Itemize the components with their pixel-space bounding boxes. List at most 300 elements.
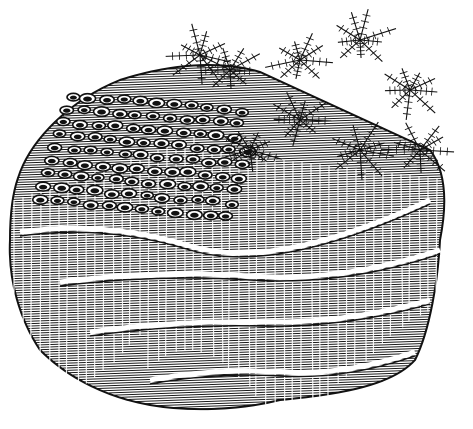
frond-leaflet [411, 139, 415, 141]
frond-leaflet [299, 53, 303, 54]
frond-leaflet [349, 18, 353, 19]
frond-leaflet [272, 66, 273, 70]
frond-leaflet [403, 81, 407, 82]
frond-leaflet [279, 64, 280, 68]
frond-leaflet [414, 138, 418, 140]
frond-leaflet [351, 41, 352, 45]
tube-hole [130, 127, 137, 131]
frond-leaflet [292, 52, 294, 55]
frond-leaflet [434, 142, 436, 145]
frond-leaflet [218, 42, 220, 45]
tube-hole [188, 103, 195, 107]
frond-leaflet [224, 51, 228, 52]
frond-leaflet [301, 48, 305, 49]
frond-leaflet [347, 41, 348, 45]
frond-leaflet [351, 37, 352, 41]
tube-hole [108, 192, 116, 197]
tube-hole [193, 147, 200, 151]
tube-hole [83, 96, 92, 101]
tube-hole [137, 153, 145, 158]
frond-leaflet [409, 127, 413, 129]
frond-leaflet [304, 43, 308, 44]
frond-leaflet [316, 45, 318, 48]
tube-hole [172, 157, 179, 161]
frond-leaflet [401, 77, 405, 78]
frond-leaflet [428, 133, 431, 135]
frond-leaflet [339, 28, 341, 31]
frond-leaflet [342, 38, 343, 42]
frond-leaflet [218, 55, 219, 59]
frond-leaflet [351, 31, 353, 34]
frond-leaflet [432, 129, 435, 131]
frond-leaflet [430, 81, 432, 84]
frond-leaflet [399, 101, 402, 104]
frond-leaflet [405, 76, 409, 77]
frond-leaflet [210, 50, 212, 53]
frond-leaflet [435, 131, 438, 133]
tube-hole [122, 153, 129, 157]
frond-leaflet [226, 56, 230, 57]
tube-hole [168, 170, 176, 175]
frond-leaflet [341, 52, 344, 55]
frond-leaflet [408, 134, 412, 136]
frond-leaflet [212, 54, 213, 58]
tube-hole [60, 120, 67, 124]
tube-hole [54, 199, 61, 203]
tube-hole [138, 207, 145, 211]
frond-leaflet [313, 75, 316, 78]
frond-leaflet [312, 69, 315, 72]
frond-leaflet [369, 46, 372, 49]
frond-leaflet [189, 46, 191, 49]
tube-hole [235, 177, 243, 182]
frond-leaflet [294, 71, 298, 72]
frond-leaflet [288, 50, 290, 53]
frond-stem [406, 90, 410, 120]
tube-hole [145, 128, 153, 133]
tube-hole [140, 141, 147, 145]
frond-leaflet [417, 99, 420, 102]
frond-leaflet [220, 46, 222, 49]
frond-stem [300, 60, 320, 79]
tube-hole [125, 191, 133, 196]
frond-leaflet [432, 139, 434, 142]
frond-leaflet [286, 63, 287, 67]
frond-leaflet [298, 68, 302, 69]
frond-leaflet [318, 48, 320, 51]
frond-leaflet [284, 74, 287, 77]
frond-leaflet [353, 17, 357, 18]
frond-leaflet [349, 45, 352, 48]
tube-hole [217, 119, 225, 124]
frond-leaflet [354, 34, 358, 35]
frond-leaflet [195, 35, 199, 36]
tube-hole [205, 161, 213, 166]
frond-leaflet [316, 72, 319, 75]
frond-leaflet [191, 36, 195, 37]
frond-leaflet [205, 36, 209, 37]
tube-hole [111, 124, 119, 129]
tube-hole [233, 121, 240, 125]
frond-leaflet [392, 80, 394, 83]
frond-leaflet [185, 44, 187, 47]
tube-hole [212, 133, 221, 138]
tube-hole [213, 186, 220, 190]
frond-leaflet [278, 61, 279, 65]
frond-leaflet [438, 140, 440, 143]
frond-leaflet [236, 61, 240, 63]
frond-leaflet [224, 61, 225, 65]
tube-hole [66, 161, 74, 165]
frond-leaflet [203, 45, 207, 46]
frond-leaflet [414, 75, 418, 77]
frond-leaflet [252, 54, 254, 57]
frond-leaflet [418, 76, 422, 78]
frond-leaflet [307, 44, 311, 45]
frond-leaflet [412, 78, 416, 80]
tube-hole [155, 210, 162, 214]
tube-hole [222, 214, 229, 218]
frond-stem [340, 40, 360, 58]
frond-leaflet [429, 145, 431, 148]
tube-hole [131, 113, 138, 117]
frond-stem [300, 60, 333, 63]
frond-leaflet [422, 104, 425, 107]
frond-leaflet [193, 29, 197, 30]
frond-stem [410, 90, 437, 92]
tube-hole [36, 198, 44, 203]
frond-stem [274, 119, 300, 120]
tube-hole [171, 211, 179, 216]
tube-hole [211, 148, 219, 152]
frond-leaflet [238, 57, 242, 59]
frond-leaflet [248, 60, 250, 63]
tube-hole [73, 188, 81, 193]
tube-hole [152, 101, 161, 106]
tube-hole [97, 109, 106, 114]
frond-leaflet [217, 59, 218, 63]
frond-leaflet [281, 50, 283, 53]
tube-hole [197, 132, 204, 136]
tube-hole [209, 199, 217, 204]
tube-hole [195, 198, 202, 202]
tube-hole [70, 96, 77, 100]
frond-leaflet [425, 101, 428, 104]
tube-hole [99, 165, 107, 170]
frond-leaflet [395, 77, 397, 80]
frond-leaflet [285, 53, 287, 56]
frond-stem [360, 40, 361, 58]
frond-leaflet [411, 132, 415, 134]
frond-leaflet [387, 27, 388, 31]
tube-hole [87, 203, 95, 208]
frond-leaflet [414, 83, 418, 85]
frond-leaflet [389, 31, 390, 35]
frond-leaflet [208, 47, 210, 50]
frond-leaflet [440, 164, 443, 167]
frond-leaflet [400, 73, 404, 74]
tube-hole [44, 171, 51, 175]
tube-column-highlight [382, 172, 383, 344]
frond-leaflet [427, 142, 429, 145]
tube-hole [189, 157, 196, 161]
frond-leaflet [283, 47, 285, 50]
frond-leaflet [351, 23, 355, 24]
tube-hole [136, 99, 144, 104]
tube-hole [225, 148, 232, 152]
frond-leaflet [390, 74, 392, 77]
frond-leaflet [427, 108, 430, 111]
frond-leaflet [213, 45, 215, 48]
tube-hole [154, 156, 161, 160]
frond-leaflet [299, 64, 303, 65]
tube-hole [90, 188, 99, 193]
frond-leaflet [285, 68, 288, 71]
frond-leaflet [346, 37, 347, 41]
frond-leaflet [296, 44, 300, 45]
frond-leaflet [418, 82, 420, 85]
frond-leaflet [373, 50, 376, 53]
frond-leaflet [366, 49, 369, 52]
frond-stem [420, 126, 439, 150]
frond-stem [200, 70, 230, 71]
tube-hole [161, 129, 169, 134]
tube-hole [199, 118, 207, 122]
frond-leaflet [405, 128, 409, 130]
frond-leaflet [293, 74, 297, 75]
frond-leaflet [240, 60, 242, 63]
tube-hole [149, 114, 156, 118]
frond-leaflet [346, 28, 348, 31]
frond-leaflet [380, 29, 381, 33]
frond-leaflet [292, 45, 296, 46]
frond-leaflet [357, 28, 361, 29]
tube-hole [103, 98, 111, 103]
tube-hole [151, 169, 159, 174]
frond-leaflet [288, 71, 291, 74]
frond-leaflet [246, 57, 248, 60]
frond-leaflet [308, 65, 311, 68]
frond-leaflet [375, 57, 378, 60]
tube-hole [175, 143, 183, 148]
frond-leaflet [343, 31, 345, 34]
frond-leaflet [374, 35, 375, 39]
tube-hole [95, 176, 102, 180]
frond-leaflet [232, 60, 236, 62]
frond-leaflet [297, 48, 301, 49]
tube-hole [77, 174, 85, 179]
frond-leaflet [424, 138, 427, 140]
frond-leaflet [387, 77, 389, 80]
frond-leaflet [420, 97, 423, 100]
frond-leaflet [314, 51, 316, 54]
frond-leaflet [407, 80, 411, 81]
tube-hole [116, 112, 124, 117]
frond-leaflet [292, 58, 293, 62]
frond-stem [338, 40, 360, 42]
frond-leaflet [309, 54, 311, 57]
frond-stem [392, 90, 410, 108]
frond-leaflet [361, 44, 364, 47]
frond-leaflet [285, 59, 286, 63]
tube-hole [63, 109, 70, 113]
frond-leaflet [362, 34, 366, 35]
tube-hole [121, 205, 129, 210]
tube-hole [70, 200, 77, 204]
frond-leaflet [196, 50, 198, 53]
frond-leaflet [370, 53, 373, 56]
tube-hole [113, 177, 120, 181]
frond-stem [360, 40, 382, 42]
tube-hole [81, 108, 88, 112]
frond-leaflet [295, 56, 299, 57]
frond-leaflet [363, 15, 367, 16]
tube-hole [39, 185, 47, 190]
frond-leaflet [292, 67, 295, 70]
tube-hole [95, 124, 102, 128]
frond-stem [385, 90, 410, 91]
frond-leaflet [428, 77, 430, 80]
frond-leaflet [306, 37, 310, 38]
tube-hole [221, 160, 229, 164]
tube-hole [81, 163, 89, 168]
frond-leaflet [200, 40, 204, 41]
frond-leaflet [293, 49, 297, 50]
tube-mass-body [10, 65, 445, 409]
frond-leaflet [348, 34, 350, 37]
frond-leaflet [215, 48, 217, 51]
tube-hole [123, 140, 131, 145]
tube-hole [107, 138, 114, 142]
frond-leaflet [423, 80, 425, 83]
tube-hole [48, 159, 56, 164]
tube-hole [207, 214, 215, 219]
frond-leaflet [235, 55, 239, 57]
tube-hole [167, 117, 174, 121]
tube-hole [196, 184, 205, 189]
frond-leaflet [186, 49, 188, 52]
frond-leaflet [410, 81, 414, 83]
frond-leaflet [289, 55, 291, 58]
frond-leaflet [400, 80, 402, 83]
tube-hole [74, 135, 82, 140]
frond-leaflet [397, 84, 399, 87]
frond-leaflet [281, 72, 284, 75]
frond-leaflet [220, 52, 224, 53]
frond-leaflet [204, 41, 208, 42]
tube-hole [220, 108, 228, 113]
frond-leaflet [237, 51, 241, 53]
frond-leaflet [395, 104, 398, 107]
frond-leaflet [289, 64, 292, 67]
tube-hole [61, 173, 68, 177]
tube-column-highlight [158, 150, 159, 361]
frond-leaflet [400, 95, 403, 98]
frond-leaflet [405, 86, 409, 87]
frond-leaflet [305, 67, 308, 70]
tube-hole [104, 151, 111, 155]
frond-leaflet [361, 21, 365, 22]
frond-leaflet [298, 71, 302, 72]
frond-leaflet [356, 40, 357, 44]
frond-leaflet [297, 75, 301, 76]
tube-hole [71, 148, 78, 152]
frond-leaflet [197, 42, 201, 43]
tube-hole [229, 203, 236, 207]
frond-leaflet [294, 53, 298, 54]
frond-leaflet [271, 62, 272, 66]
frond-leaflet [199, 45, 203, 46]
frond-leaflet [345, 48, 348, 51]
frond-stem [200, 31, 207, 55]
frond-leaflet [428, 140, 431, 142]
frond-leaflet [382, 33, 383, 37]
tube-hole [201, 173, 208, 177]
tube-hole [170, 102, 178, 107]
tube-hole [238, 162, 246, 166]
tube-hole [91, 135, 98, 139]
frond-leaflet [241, 53, 245, 55]
frond-leaflet [201, 35, 205, 36]
tube-hole [57, 186, 66, 191]
frond-leaflet [310, 39, 314, 40]
tube-hole [219, 175, 227, 179]
frond-leaflet [341, 25, 343, 28]
frond-leaflet [294, 67, 298, 68]
tube-hole [145, 182, 153, 186]
frond-leaflet [436, 136, 438, 139]
frond-leaflet [416, 80, 420, 82]
tube-hole [157, 141, 165, 146]
tube-hole [158, 196, 166, 201]
frond-leaflet [307, 51, 309, 54]
frond-stem [360, 9, 368, 40]
frond-leaflet [365, 22, 369, 23]
tube-hole [56, 132, 63, 136]
tube-hole [76, 123, 84, 128]
frond-leaflet [342, 42, 343, 46]
frond-leaflet [190, 51, 192, 54]
tube-hole [116, 166, 125, 171]
frond-leaflet [392, 102, 395, 105]
frond-leaflet [425, 83, 427, 86]
frond-leaflet [378, 55, 381, 58]
tube-hole [121, 97, 128, 101]
frond-leaflet [363, 28, 367, 29]
tube-hole [163, 182, 172, 187]
frond-leaflet [294, 58, 296, 61]
frond-leaflet [366, 34, 367, 38]
frond-leaflet [186, 60, 189, 63]
frond-leaflet [193, 43, 197, 44]
frond-leaflet [404, 72, 408, 73]
frond-leaflet [344, 54, 347, 57]
tube-hole [181, 185, 188, 189]
tube-hole [180, 131, 188, 136]
tube-hole [106, 204, 114, 208]
tube-hole [230, 187, 238, 192]
frond-stem [265, 60, 300, 67]
tube-hole [128, 180, 136, 184]
frond-leaflet [367, 15, 371, 16]
tube-column-highlight [373, 171, 374, 353]
tube-hole [87, 148, 94, 152]
frond-leaflet [311, 48, 313, 51]
frond-leaflet [348, 51, 351, 54]
frond-leaflet [309, 71, 312, 74]
frond-leaflet [189, 30, 193, 31]
frond-leaflet [373, 32, 374, 36]
